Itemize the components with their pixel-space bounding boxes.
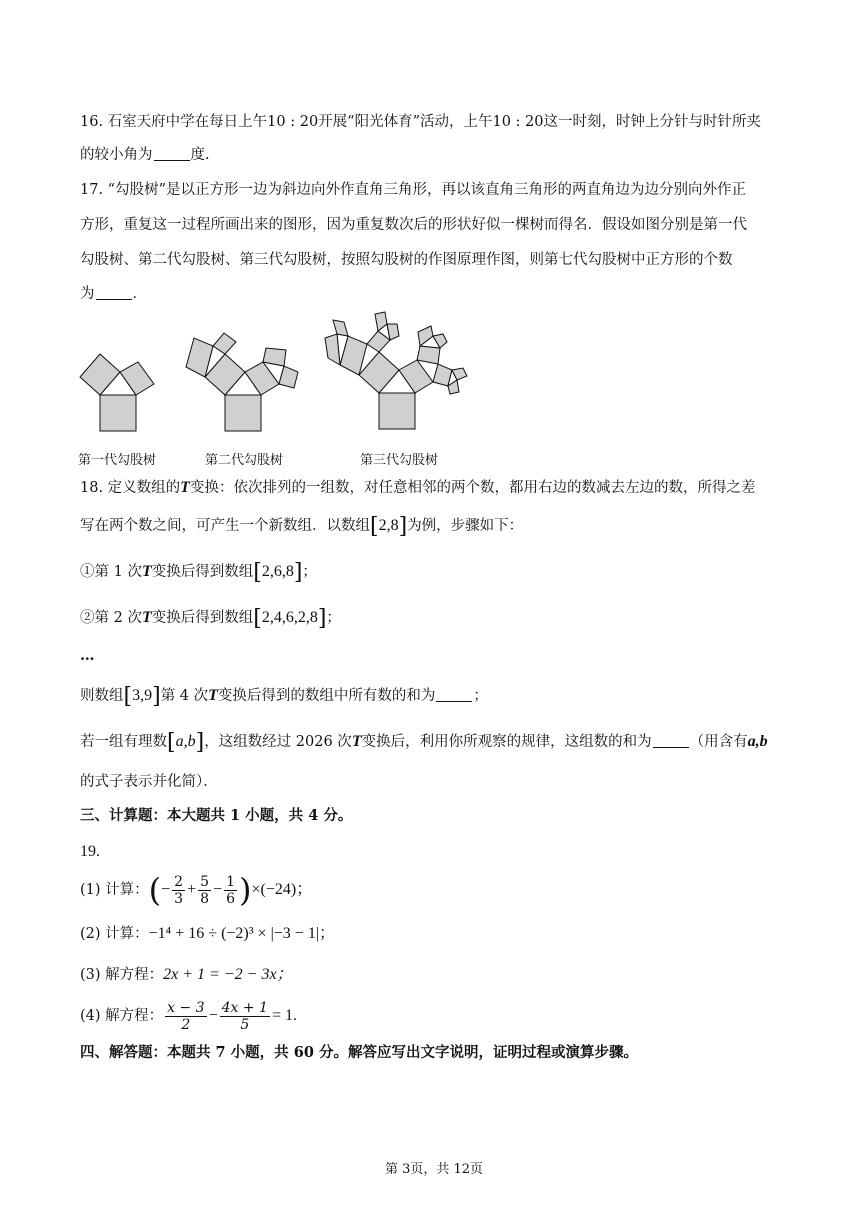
step2-label: ②第 2 次 (80, 610, 142, 626)
q17-line2: 方形，重复这一过程所画出来的图形，因为重复数次后的形状好似一棵树而得名．假设如图分别是第一代 (80, 217, 747, 233)
caption-gen3: 第三代勾股树 (360, 453, 439, 468)
ask2-text-d: （用含有 (689, 734, 748, 750)
caption-gen1: 第一代勾股树 (78, 453, 157, 468)
q18-step2: ②第 2 次T变换后得到数组[2,4,6,2,8]； (80, 606, 341, 631)
fraction-3: $\frac{1}{6}$ (226, 873, 235, 907)
q17-text-post: ． (132, 286, 147, 302)
pythagoras-tree-gen3-figure (315, 310, 470, 435)
q18-example-array: 2,8 (378, 517, 399, 534)
q19-part1: (1) 计算：(− $\frac{2}{3}$ + $\frac{5}{8}$ − $\frac{1}{6}$ )×(−24)； (80, 871, 313, 909)
part1-label: (1) 计算： (80, 882, 149, 898)
q16-line1: 16. 石室天府中学在每日上午10 : 20开展“阳光体育”活动，上午10 : 20这一时刻，时钟上分针与时针所夹 (80, 114, 762, 130)
fraction-1: $\frac{2}{3}$ (174, 873, 184, 907)
q17-line4 (80, 284, 147, 304)
answer-blank (436, 687, 472, 702)
ask1-text-b: 第 4 次 (160, 688, 209, 704)
fraction-5: $\frac{4x + 1}{5}$ (221, 999, 268, 1033)
ask2-text-c: 变换后，利用你所观察的规律，这组数的和为 (361, 734, 652, 750)
q17-line3: 勾股树、第二代勾股树、第三代勾股树，按照勾股树的作图原理作图，则第七代勾股树中正方形的个数 (80, 252, 733, 268)
part3-expression: 2x + 1 = −2 − 3x； (163, 966, 293, 983)
step2-array: 2,4,6,2,8 (261, 609, 318, 626)
q18-var-T: T (180, 479, 190, 496)
step2-text: 变换后得到数组 (151, 610, 254, 626)
answer-blank (653, 733, 689, 748)
ask2-text-a: 若一组有理数 (80, 734, 167, 750)
q18-ask2: 若一组有理数[a,b]，这组数经过 2026 次T变换后，利用你所观察的规律，这组数的和为 （用含有a,b (80, 730, 768, 755)
q18-text-b: 变换：依次排列的一组数，对任意相邻的两个数，都用右边的数减去左边的数，所得之差 (189, 480, 756, 496)
part2-expression: −1⁴ + 16 ÷ (−2)³ × |−3 − 1|； (148, 925, 336, 942)
q19-number: 19. (80, 843, 100, 860)
q19-part4: (4) 解方程： $\frac{x - 3}{2}$ − $\frac{4x + 1}{5}$ = 1. (80, 999, 297, 1033)
q16-line2 (80, 145, 210, 165)
q18-ask1: 则数组[3,9]第 4 次T变换后得到的数组中所有数的和为 ； (80, 684, 488, 709)
part2-label: (2) 计算： (80, 926, 149, 942)
caption-gen2: 第二代勾股树 (205, 453, 284, 468)
q18-last-line: 的式子表示并化简）． (80, 774, 218, 790)
step2-var-T: T (141, 609, 152, 626)
step1-end: ； (302, 564, 317, 580)
part1-tail: ×(−24)； (251, 881, 313, 898)
q19-part2 (80, 924, 335, 944)
q18-text-d: 为例，步骤如下： (407, 518, 524, 534)
ask1-array: 3,9 (132, 687, 153, 704)
ask2-array: a,b (175, 733, 196, 750)
q18-step1: ①第 1 次T变换后得到数组[2,6,8]； (80, 560, 317, 585)
q17-text-pre: 为 (80, 286, 95, 302)
pythagoras-tree-gen2-figure (180, 328, 305, 435)
q19-part3 (80, 965, 293, 985)
q18-line2: 写在两个数之间，可产生一个新数组．以数组[2,8]为例，步骤如下： (80, 514, 524, 539)
q18-text-a: 18. 定义数组的 (80, 480, 181, 496)
ask1-end: ； (473, 688, 488, 704)
step1-text: 变换后得到数组 (151, 564, 254, 580)
part3-label: (3) 解方程： (80, 967, 164, 983)
ask2-text-b: ，这组数经过 2026 次 (204, 734, 352, 750)
ask1-text-c: 变换后得到的数组中所有数的和为 (217, 688, 436, 704)
q18-ellipsis: … (80, 647, 95, 664)
ask2-var-T: T (351, 733, 362, 750)
step1-array: 2,6,8 (261, 563, 294, 580)
part4-label: (4) 解方程： (80, 1008, 164, 1024)
section-3-heading: 三、计算题：本大题共 1 小题，共 4 分。 (80, 807, 353, 824)
q16-text-pre: 的较小角为 (80, 147, 153, 163)
q18-line1 (80, 478, 755, 498)
ask2-vars: a,b (747, 733, 768, 750)
q18-text-c: 写在两个数之间，可产生一个新数组．以数组 (80, 518, 370, 534)
step1-var-T: T (141, 563, 152, 580)
q17-line1: 17. “勾股树”是以正方形一边为斜边向外作直角三角形，再以该直角三角形的两直角边为边分别向外作正 (80, 182, 746, 198)
ask1-text-a: 则数组 (80, 688, 124, 704)
part4-tail: = 1. (271, 1007, 297, 1024)
fraction-4: $\frac{x - 3}{2}$ (167, 999, 205, 1033)
answer-blank (154, 146, 190, 161)
ask1-var-T: T (208, 687, 218, 704)
page-footer: 第 3页，共 12页 (384, 1162, 484, 1177)
q16-text-post: 度. (190, 147, 210, 163)
step1-label: ①第 1 次 (80, 564, 142, 580)
step2-end: ； (326, 610, 341, 626)
fraction-2: $\frac{5}{8}$ (200, 873, 210, 907)
answer-blank (96, 285, 132, 300)
section-4-heading: 四、解答题：本题共 7 小题，共 60 分。解答应写出文字说明，证明过程或演算步骤。 (80, 1044, 638, 1061)
pythagoras-tree-gen1-figure (78, 340, 160, 435)
